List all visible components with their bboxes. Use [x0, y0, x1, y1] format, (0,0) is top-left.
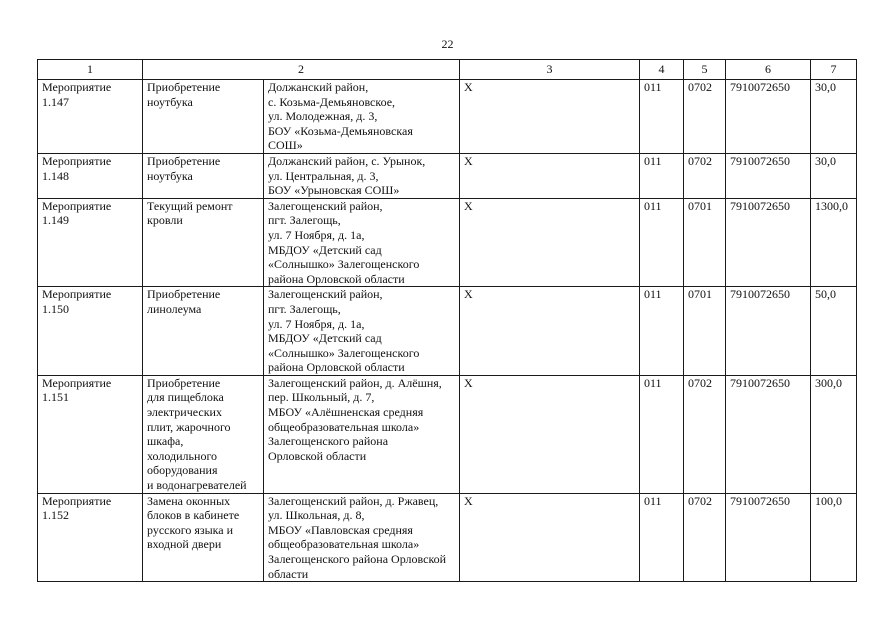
header-col-5: 5	[684, 60, 726, 80]
col4-cell: 011	[640, 287, 684, 376]
address-cell	[264, 153, 460, 198]
col6-cell: 7910072650	[726, 287, 811, 376]
address-cell	[264, 198, 460, 287]
header-col-1: 1	[38, 60, 143, 80]
header-col-4: 4	[640, 60, 684, 80]
col7-cell: 100,0	[811, 493, 857, 582]
event-text: Мероприятие 1.151	[42, 375, 112, 405]
event-text: Мероприятие 1.149	[42, 198, 112, 228]
col6-cell: 7910072650	[726, 375, 811, 493]
col3-cell: Х	[460, 153, 640, 198]
action-text: Приобретение для пищеблока электрических плит, жарочного шкафа, холодильного оборудования и водонагревателей	[147, 375, 247, 493]
action-cell	[143, 493, 264, 582]
col3-cell: Х	[460, 493, 640, 582]
col7-cell: 30,0	[811, 153, 857, 198]
address-text: Залегощенский район, д. Алёшня, пер. Школьный, д. 7, МБОУ «Алёшненская средняя общеобразовательная школа» Залегощенского района Орловской области	[268, 375, 442, 463]
action-text: Приобретение ноутбука	[147, 153, 221, 183]
header-col-2: 2	[143, 60, 460, 80]
action-cell	[143, 80, 264, 154]
action-cell	[143, 153, 264, 198]
col6-cell: 7910072650	[726, 493, 811, 582]
action-text: Текущий ремонт кровли	[147, 198, 233, 228]
table-row	[38, 375, 857, 493]
col4-cell: 011	[640, 493, 684, 582]
action-cell	[143, 287, 264, 376]
event-cell	[38, 493, 143, 582]
col7-cell: 300,0	[811, 375, 857, 493]
col5-cell: 0702	[684, 375, 726, 493]
address-text: Залегощенский район, пгт. Залегощь, ул. 7 Ноября, д. 1а, МБДОУ «Детский сад «Солнышко» Залегощенского района Орловской области	[268, 198, 420, 286]
header-col-6: 6	[726, 60, 811, 80]
address-cell	[264, 375, 460, 493]
event-cell	[38, 80, 143, 154]
event-text: Мероприятие 1.150	[42, 287, 112, 316]
table-row	[38, 493, 857, 582]
table-row	[38, 198, 857, 287]
col7-cell: 1300,0	[811, 198, 857, 287]
col5-cell: 0701	[684, 198, 726, 287]
event-text: Мероприятие 1.147	[42, 80, 112, 109]
event-text: Мероприятие 1.152	[42, 493, 112, 523]
page-number: 22	[441, 37, 454, 51]
address-text: Залегощенский район, пгт. Залегощь, ул. 7 Ноября, д. 1а, МБДОУ «Детский сад «Солнышко» Залегощенского района Орловской области	[268, 287, 420, 375]
address-cell	[264, 493, 460, 582]
address-cell	[264, 287, 460, 376]
address-text: Должанский район, с. Козьма-Демьяновское, ул. Молодежная, д. 3, БОУ «Козьма-Демьяновская СОШ»	[268, 80, 413, 153]
col6-cell: 7910072650	[726, 153, 811, 198]
col5-cell: 0702	[684, 153, 726, 198]
table-row	[38, 80, 857, 154]
action-text: Приобретение линолеума	[147, 287, 221, 316]
col5-cell: 0701	[684, 287, 726, 376]
col5-cell: 0702	[684, 493, 726, 582]
col7-cell: 30,0	[811, 80, 857, 154]
action-text: Замена оконных блоков в кабинете русского языка и входной двери	[147, 493, 240, 552]
address-text: Должанский район, с. Урынок, ул. Центральная, д. 3, БОУ «Урыновская СОШ»	[268, 153, 426, 198]
col7-cell: 50,0	[811, 287, 857, 376]
table-header-row	[38, 60, 857, 80]
table-row	[38, 153, 857, 198]
col4-cell: 011	[640, 198, 684, 287]
col4-cell: 011	[640, 80, 684, 154]
action-cell	[143, 375, 264, 493]
address-text: Залегощенский район, д. Ржавец, ул. Школьная, д. 8, МБОУ «Павловская средняя общеобразовательная школа» Залегощенского района Орловской области	[268, 493, 447, 581]
col6-cell: 7910072650	[726, 198, 811, 287]
document-table	[37, 59, 857, 582]
col6-cell: 7910072650	[726, 80, 811, 154]
table-row	[38, 287, 857, 376]
event-text: Мероприятие 1.148	[42, 153, 112, 183]
col3-cell: Х	[460, 287, 640, 376]
header-col-7: 7	[811, 60, 857, 80]
event-cell	[38, 375, 143, 493]
header-col-3: 3	[460, 60, 640, 80]
action-cell	[143, 198, 264, 287]
event-cell	[38, 287, 143, 376]
event-cell	[38, 198, 143, 287]
col4-cell: 011	[640, 153, 684, 198]
address-cell	[264, 80, 460, 154]
col3-cell: Х	[460, 198, 640, 287]
event-cell	[38, 153, 143, 198]
col5-cell: 0702	[684, 80, 726, 154]
col3-cell: Х	[460, 80, 640, 154]
col4-cell: 011	[640, 375, 684, 493]
action-text: Приобретение ноутбука	[147, 80, 221, 109]
col3-cell: Х	[460, 375, 640, 493]
